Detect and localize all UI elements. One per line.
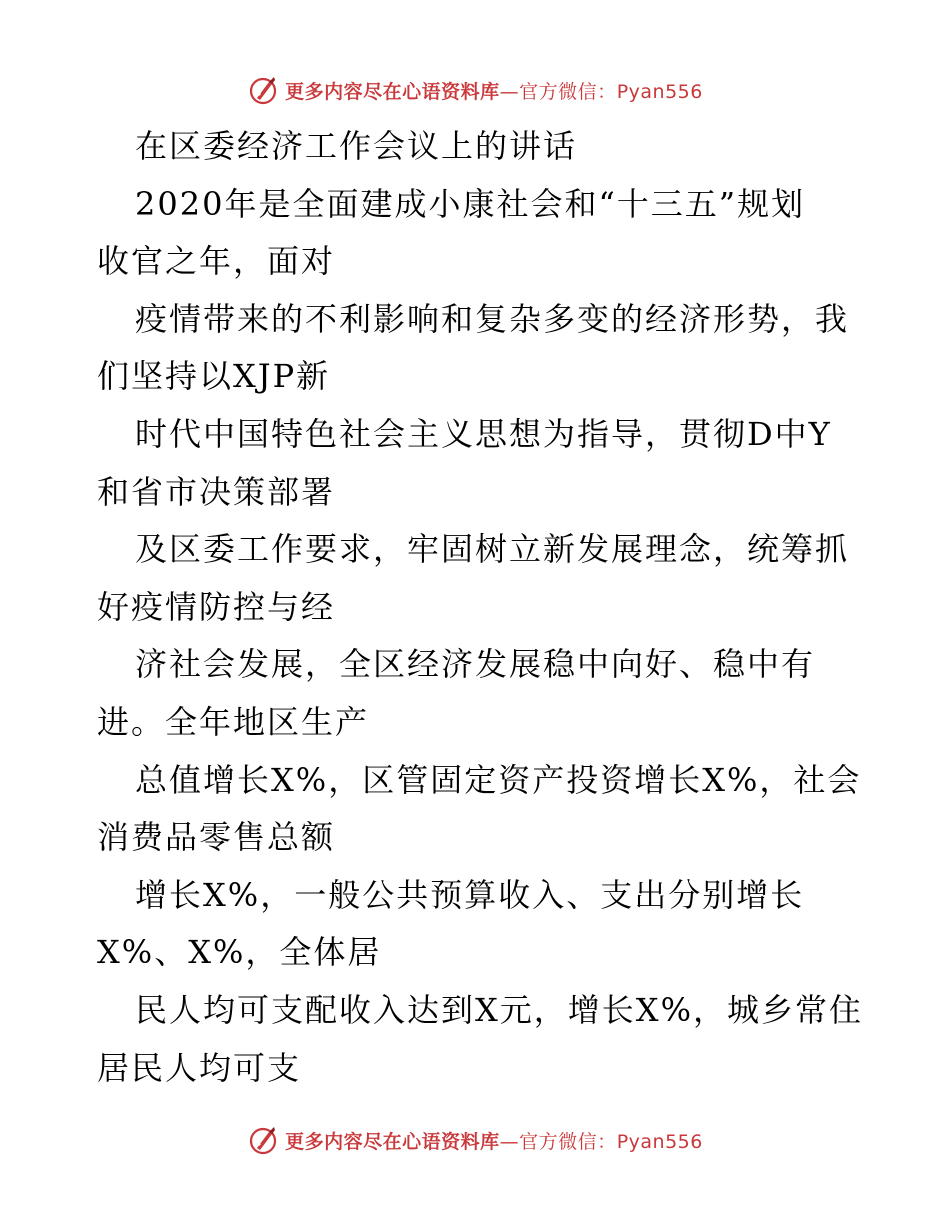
document-body [97,118,863,1097]
banner-wechat-id: Pyan556 [616,1130,703,1153]
text-line: X%、X%，全体居 [97,933,382,972]
text-line: 收官之年，面对 [97,242,336,281]
text-line: 总值增长X%，区管固定资产投资增长X%，社会 [135,760,862,799]
text-line: 济社会发展，全区经济发展稳中向好、稳中有 [135,645,816,684]
quill-pen-logo-icon [247,1124,279,1156]
text-line: 及区委工作要求，牢固树立新发展理念，统筹抓 [135,530,850,569]
banner-separator: — [499,1130,520,1153]
text-line: 进。全年地区生产 [97,702,370,741]
text-line: 疫情带来的不利影响和复杂多变的经济形势，我 [135,299,850,338]
banner-main-text: 更多内容尽在心语资料库 [285,80,500,103]
banner-text [285,77,703,104]
quill-pen-logo-icon [247,74,279,106]
banner-content [247,74,703,106]
banner-main-text: 更多内容尽在心语资料库 [285,1130,500,1153]
banner-wechat-id: Pyan556 [616,80,703,103]
banner-text [285,1127,703,1154]
text-line: 2020年是全面建成小康社会和“十三五”规划 [135,184,806,223]
text-line: 和省市决策部署 [97,472,336,511]
footer-banner [0,1120,950,1160]
text-line: 在区委经济工作会议上的讲话 [135,127,578,165]
text-line: 时代中国特色社会主义思想为指导，贯彻D中Y [135,414,832,453]
text-line: 居民人均可支 [97,1048,302,1087]
text-line: 民人均可支配收入达到X元，增长X%，城乡常住 [135,990,863,1029]
text-line: 们坚持以XJP新 [97,357,331,396]
text-line: 增长X%，一般公共预算收入、支出分别增长 [135,875,805,914]
banner-separator: — [499,80,520,103]
text-line: 好疫情防控与经 [97,587,336,626]
banner-wechat-label: 官方微信： [519,1130,617,1153]
banner-content [247,1124,703,1156]
header-banner [0,70,950,110]
text-line: 消费品零售总额 [97,818,336,857]
banner-wechat-label: 官方微信： [519,80,617,103]
